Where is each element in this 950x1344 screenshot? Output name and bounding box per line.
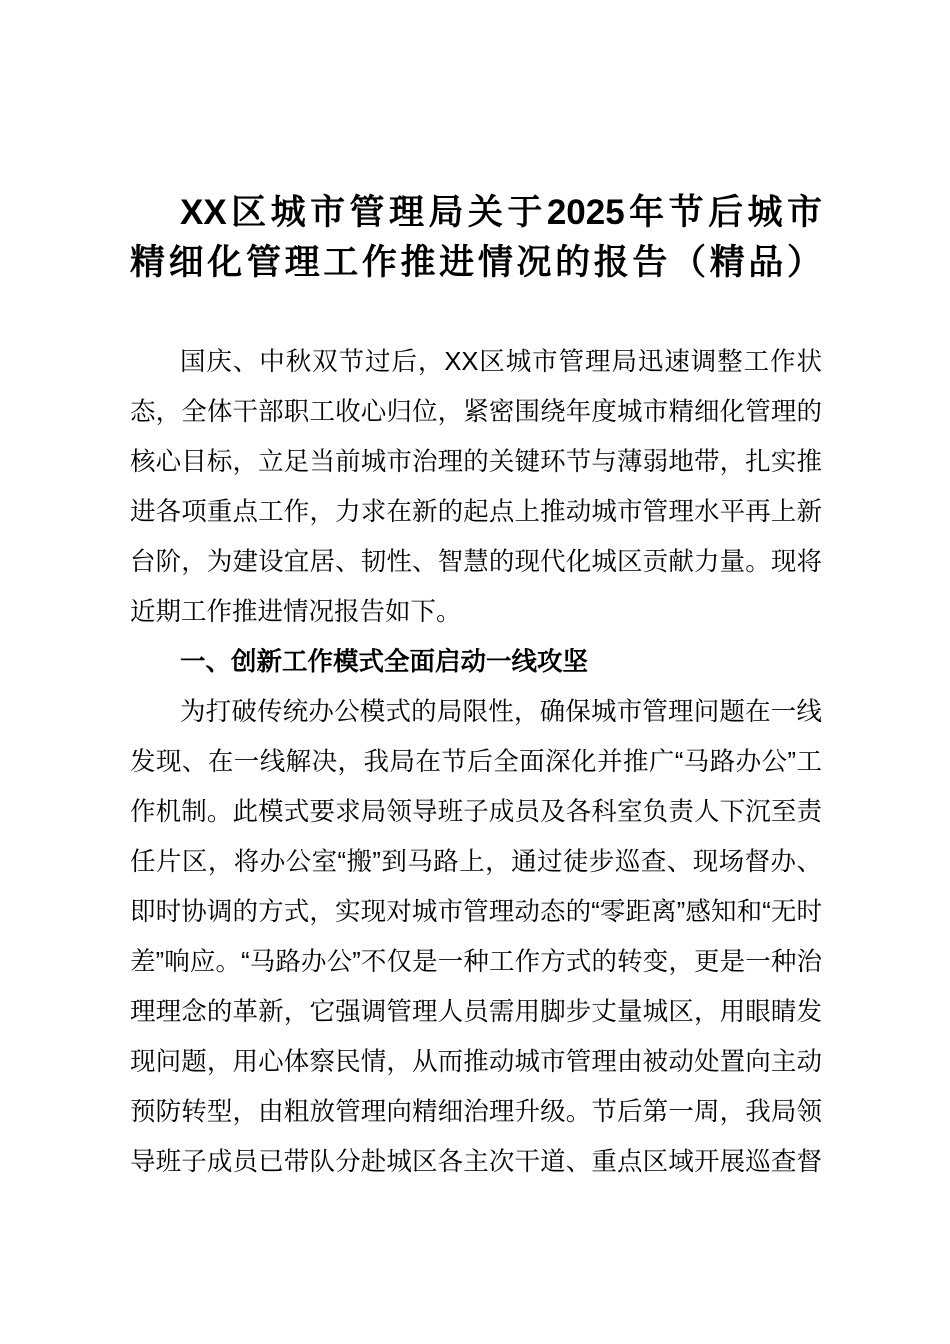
paragraph-line: 作机制。此模式要求局领导班子成员及各科室负责人下沉至责 [130,798,822,826]
intro-paragraph [130,337,822,637]
paragraph-line: 国庆、中秋双节过后，XX区城市管理局迅速调整工作状 [180,348,822,376]
section1-paragraph [130,687,822,1187]
paragraph-line: 核心目标，立足当前城市治理的关键环节与薄弱地带，扎实推 [130,448,822,476]
paragraph-line: 发现、在一线解决，我局在节后全面深化并推广“马路办公”工 [130,748,822,776]
paragraph-line: 任片区，将办公室“搬”到马路上，通过徒步巡查、现场督办、 [130,848,822,876]
paragraph-line: 导班子成员已带队分赴城区各主次干道、重点区域开展巡查督 [130,1148,822,1176]
paragraph-line: 近期工作推进情况报告如下。 [130,598,462,626]
paragraph-line: 预防转型，由粗放管理向精细治理升级。节后第一周，我局领 [130,1098,822,1126]
paragraph-line: 差”响应。“马路办公”不仅是一种工作方式的转变，更是一种治 [130,948,822,976]
paragraph-line: 台阶，为建设宜居、韧性、智慧的现代化城区贡献力量。现将 [130,548,822,576]
paragraph-line: 进各项重点工作，力求在新的起点上推动城市管理水平再上新 [130,498,822,526]
paragraph-line: 为打破传统办公模式的局限性，确保城市管理问题在一线 [180,698,822,726]
document-title [130,188,822,288]
title-line-2: 精细化管理工作推进情况的报告（精品） [130,243,822,282]
title-line-1: XX区城市管理局关于2025年节后城市 [180,193,822,232]
paragraph-line: 理理念的革新，它强调管理人员需用脚步丈量城区，用眼睛发 [130,998,822,1026]
paragraph-line: 态，全体干部职工收心归位，紧密围绕年度城市精细化管理的 [130,398,822,426]
paragraph-line: 即时协调的方式，实现对城市管理动态的“零距离”感知和“无时 [130,898,822,926]
section-heading: 一、创新工作模式全面启动一线攻坚 [180,648,589,676]
document-body [130,337,822,1187]
paragraph-line: 现问题，用心体察民情，从而推动城市管理由被动处置向主动 [130,1048,822,1076]
